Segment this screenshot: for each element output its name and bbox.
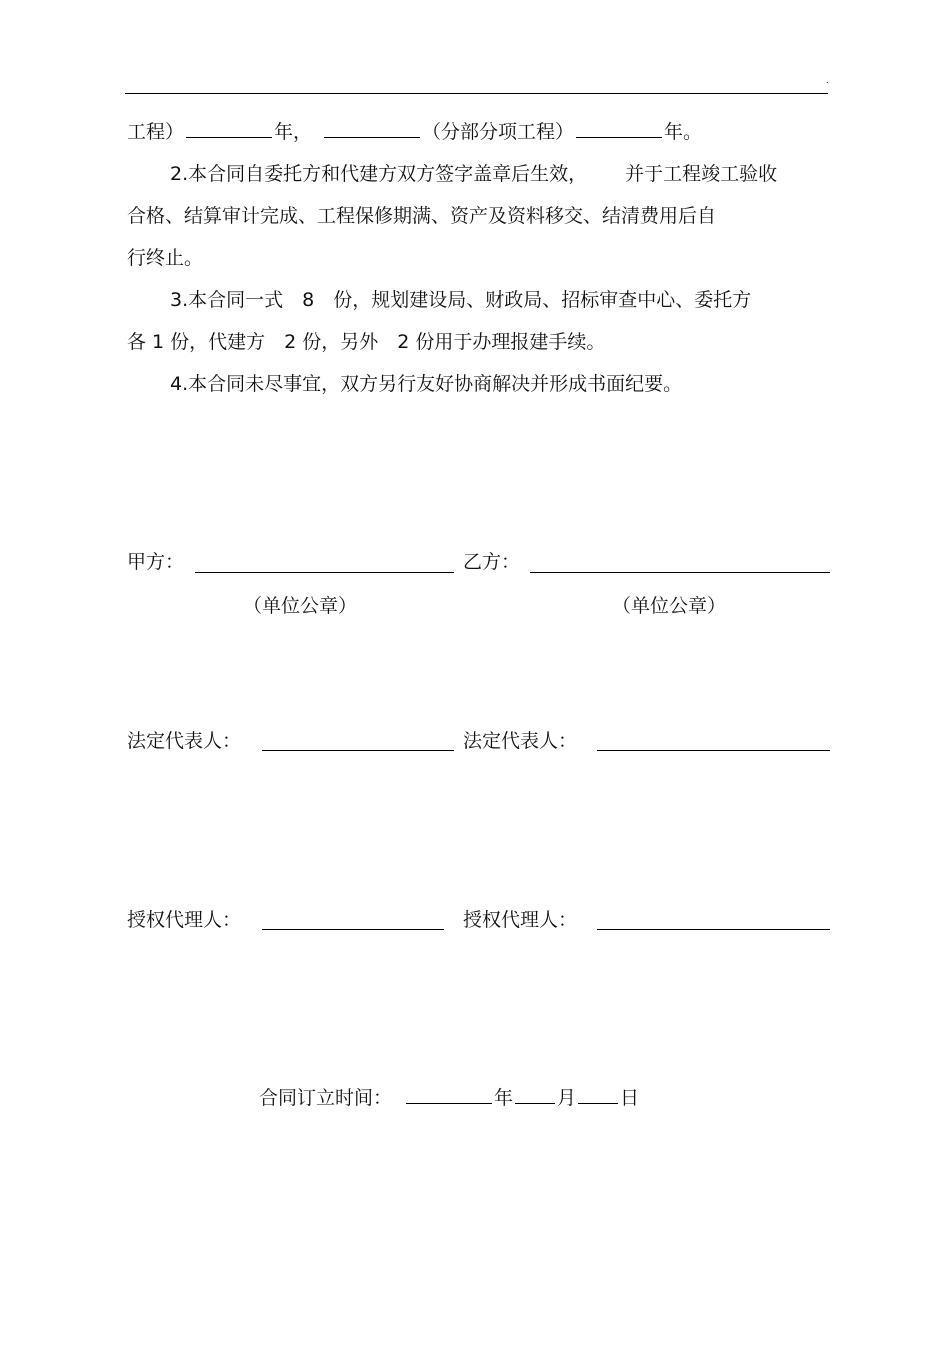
clause-3-line-1: 3.本合同一式 8 份，规划建设局、财政局、招标审查中心、委托方 [170,289,752,311]
clause-2-line-1 [170,165,777,184]
clause-3-line-2: 各 1 份，代建方 2 份，另外 2 份用于办理报建手续。 [127,331,606,353]
legal-rep-a-line [262,750,454,751]
date-day-label: 日 [620,1087,640,1109]
term-year-label-2: 年。 [664,121,703,143]
date-month-blank [515,1102,555,1104]
seal-b-label: （单位公章） [612,595,727,617]
agent-b-label: 授权代理人： [463,909,578,931]
clause-2-line-2: 合格、结算审计完成、工程保修期满、资产及资料移交、结清费用后自 [127,205,717,227]
term-prefix: 工程） [127,121,185,143]
clause-2-text-a: 2.本合同自委托方和代建方双方签字盖章后生效， [170,163,588,185]
legal-rep-b-label: 法定代表人： [463,730,578,752]
start-year-blank [186,136,272,138]
header-rule [125,93,828,94]
agent-a-line [262,929,444,930]
party-a-signature-line [195,572,454,573]
header-mark: . [826,76,829,85]
legal-rep-a-label: 法定代表人： [127,730,242,752]
term-part-label: （分部分项工程） [422,121,575,143]
date-day-blank [578,1102,618,1104]
legal-rep-b-line [597,750,830,751]
party-b-signature-line [530,572,830,573]
seal-a-label: （单位公章） [243,595,358,617]
clause-2-line-3: 行终止。 [127,247,204,269]
party-a-label: 甲方： [127,551,185,573]
date-year-label: 年 [494,1087,514,1109]
contract-date-line [259,1089,639,1108]
clause-4-line-1: 4.本合同未尽事宜，双方另行友好协商解决并形成书面纪要。 [170,373,683,395]
party-b-label: 乙方： [463,551,521,573]
term-year-label-1: 年， [274,121,313,143]
end-year-blank [576,136,662,138]
clause-2-text-b: 并于工程竣工验收 [625,163,778,185]
term-line [127,123,702,142]
agent-b-line [597,929,830,930]
part-year-blank [324,136,420,138]
agent-a-label: 授权代理人： [127,909,242,931]
date-month-label: 月 [557,1087,577,1109]
date-year-blank [406,1102,492,1104]
contract-date-label: 合同订立时间： [259,1087,393,1109]
